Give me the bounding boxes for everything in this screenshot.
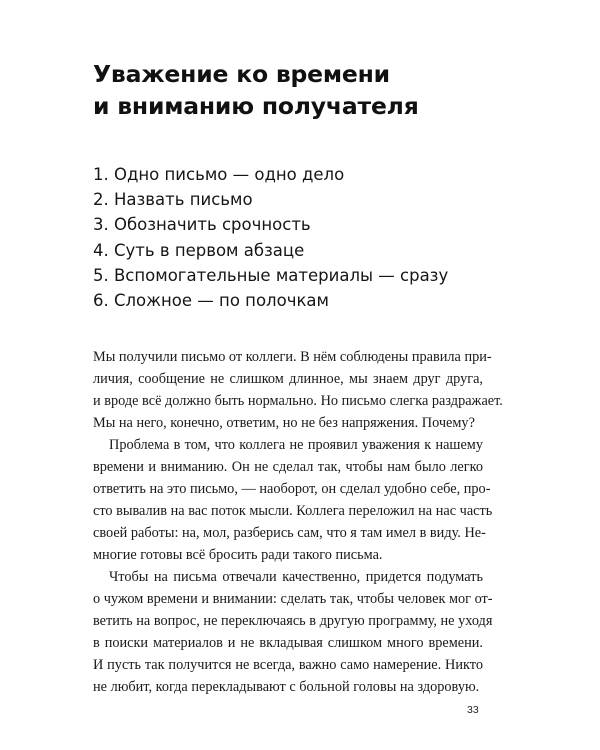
chapter-title-line-2: и вниманию получателя	[93, 92, 419, 120]
text-line: ветить на вопрос, не переключаясь в другую программу, не уходя	[93, 613, 493, 629]
text-line: личия, сообщение не слишком длинное, мы знаем друг друга,	[93, 371, 483, 387]
paragraph-3	[93, 566, 493, 698]
rules-list-item: 2. Назвать письмо	[93, 190, 253, 210]
text-line: своей работы: на, мол, разберись сам, что я там имел в виду. Не-	[93, 525, 486, 541]
rules-list-item: 4. Суть в первом абзаце	[93, 240, 305, 260]
rules-list-item: 1. Одно письмо — одно дело	[93, 165, 345, 184]
chapter-title-line-1: Уважение ко времени	[93, 60, 390, 88]
text-line: ответить на это письмо, — наоборот, он сделал удобно себе, про-	[93, 481, 491, 497]
text-line: в поиски материалов и не вкладывая слишком много времени.	[93, 635, 483, 651]
text-line: многие готовы всё бросить ради такого письма.	[93, 547, 383, 563]
page-number: 33	[467, 704, 479, 716]
body-text	[93, 346, 503, 698]
text-line: времени и вниманию. Он не сделал так, чтобы нам было легко	[93, 459, 483, 475]
text-line: Чтобы на письма отвечали качественно, придется подумать	[109, 569, 483, 585]
text-line: не любит, когда перекладывают с больной головы на здоровую.	[93, 679, 480, 695]
text-line: Проблема в том, что коллега не проявил уважения к нашему	[109, 437, 483, 453]
rules-list-item: 6. Сложное — по полочкам	[93, 291, 329, 311]
rules-list-item: 3. Обозначить срочность	[93, 215, 311, 235]
text-line: Мы получили письмо от коллеги. В нём соблюдены правила при-	[93, 349, 492, 365]
chapter-title	[93, 58, 513, 122]
text-line: сто вывалив на вас поток мысли. Коллега переложил на нас часть	[93, 503, 493, 519]
text-line: о чужом времени и внимании: сделать так, чтобы человек мог от-	[93, 591, 493, 607]
rules-list	[93, 162, 448, 313]
text-line: и вроде всё должно быть нормально. Но письмо слегка раздражает.	[93, 393, 503, 409]
text-line: Мы на него, конечно, ответим, но не без напряжения. Почему?	[93, 415, 475, 431]
paragraph-1	[93, 346, 503, 434]
paragraph-2	[93, 434, 493, 566]
rules-list-item: 5. Вспомогательные материалы — сразу	[93, 265, 449, 285]
text-line: И пусть так получится не всегда, важно само намерение. Никто	[93, 657, 483, 673]
